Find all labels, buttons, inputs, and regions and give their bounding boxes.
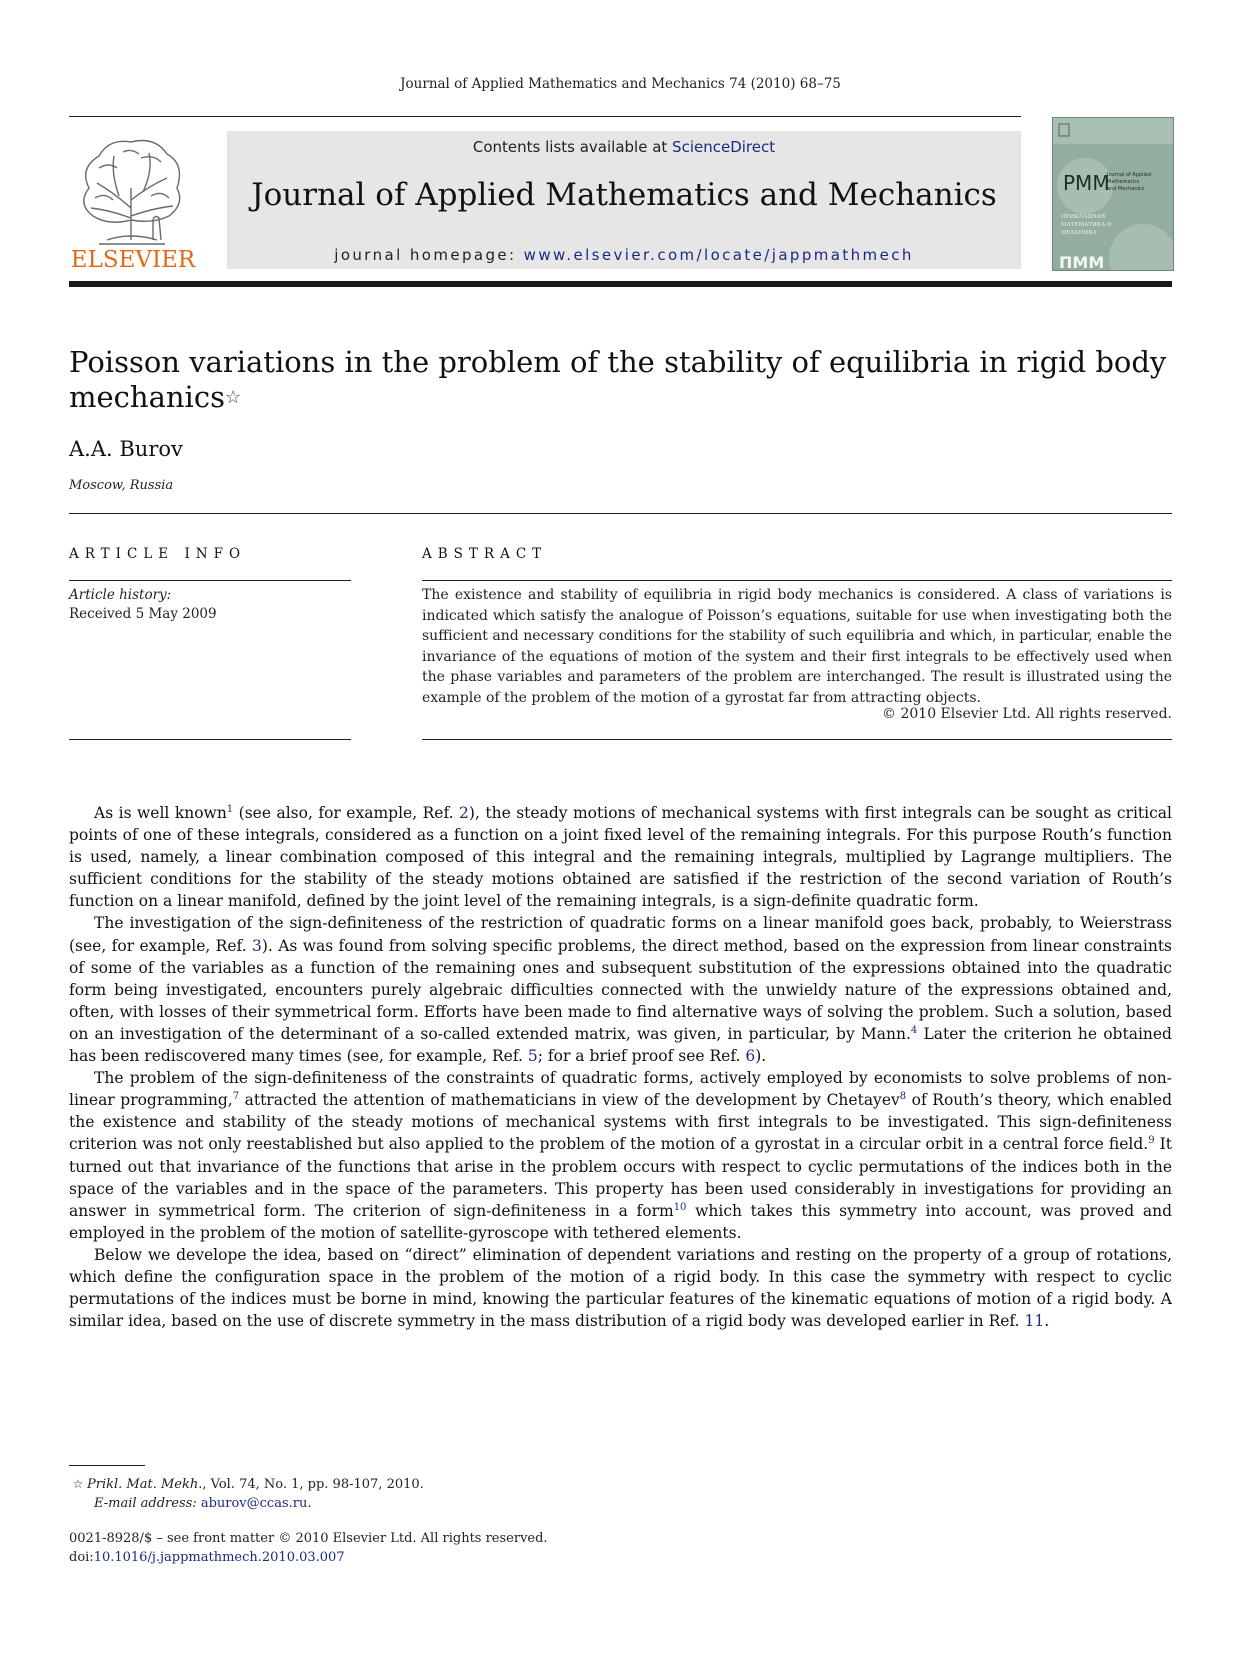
email-label: E-mail address: <box>94 1496 201 1511</box>
cover-bottom-logo: ПММ <box>1059 253 1105 270</box>
text-run: of Routh’s theory, which enabled the existence and stability of the steady motions of mechanical systems with first integrals to be investigated. This sign-definiteness criterion was not only reestablished but also applied to the problem of the motion of a gyrostat in a circular orbit in a central force field. <box>69 1091 1172 1154</box>
body-paragraph-3 <box>69 1067 1172 1244</box>
doi-line <box>69 1548 548 1567</box>
text-run: attracted the attention of mathematicians in view of the development by Chetayev <box>239 1091 900 1110</box>
elsevier-wordmark: ELSEVIER <box>70 247 196 273</box>
text-run: ). <box>755 1047 767 1066</box>
footnote-journal: Prikl. Mat. Mekh. <box>87 1477 203 1492</box>
received-date: Received 5 May 2009 <box>69 606 217 622</box>
doi-link[interactable]: 10.1016/j.jappmathmech.2010.03.007 <box>93 1550 345 1565</box>
email-end: . <box>307 1496 312 1511</box>
body-paragraph-2 <box>69 912 1172 1067</box>
article-info-heading: ARTICLE INFO <box>69 546 247 562</box>
author-name: A.A. Burov <box>69 437 183 461</box>
title-bottom-rule <box>69 513 1172 514</box>
article-title-text: Poisson variations in the problem of the stability of equilibria in rigid body mechanics <box>69 345 1167 414</box>
homepage-prefix: journal homepage: <box>334 246 524 264</box>
article-body <box>69 802 1172 1332</box>
cover-ru-line-1: ПРИКЛАДНАЯ <box>1061 214 1106 220</box>
footnote-email <box>69 1494 424 1513</box>
cover-line-2: Mathematics <box>1107 179 1140 185</box>
article-info-rule <box>69 580 351 581</box>
citation-11[interactable]: 11 <box>1024 1312 1045 1331</box>
abstract-heading: ABSTRACT <box>422 546 548 562</box>
cover-ru-line-2: МАТЕМАТИКА И <box>1061 222 1112 228</box>
journal-banner <box>227 131 1021 269</box>
doi-label: doi: <box>69 1550 94 1565</box>
author-affiliation: Moscow, Russia <box>69 478 174 493</box>
sciencedirect-link[interactable]: ScienceDirect <box>672 138 776 156</box>
text-run: (see also, for example, Ref. <box>233 804 460 822</box>
article-title <box>69 345 1172 415</box>
text-run: Later the criterion he obtained has been rediscovered many times (see, for example, Ref. <box>69 1024 1172 1066</box>
text-run: As is well known <box>94 804 227 822</box>
running-head: Journal of Applied Mathematics and Mechanics 74 (2010) 68–75 <box>400 76 841 92</box>
body-paragraph-1 <box>69 802 1172 912</box>
text-run: which takes this symmetry into account, was proved and employed in the problem of the motion of satellite-gyroscope with tethered elements. <box>69 1201 1172 1242</box>
citation-7[interactable]: 7 <box>232 1091 240 1103</box>
article-history <box>69 586 217 624</box>
issn-line: 0021-8928/$ – see front matter © 2010 Elsevier Ltd. All rights reserved. <box>69 1531 548 1546</box>
text-run: Below we develope the idea, based on “direct” elimination of dependent variations and resting on the property of a group of rotations, which define the configuration space in the problem of the motion of a rigid body. In this case the symmetry with respect to cyclic permutations of the indices must be borne in mind, knowing the particular features of the kinematic equations of motion of a rigid body. A similar idea, based on the use of discrete symmetry in the mass distribution of a rigid body was developed earlier in Ref. <box>69 1245 1172 1331</box>
contents-prefix: Contents lists available at <box>472 138 673 156</box>
footnote-rule <box>69 1465 145 1466</box>
text-run: The problem of the sign-definiteness of the constraints of quadratic forms, actively employed by economists to solve problems of non-linear programming, <box>69 1069 1172 1110</box>
footnote-citation <box>69 1475 424 1494</box>
citation-5[interactable]: 5 <box>527 1047 538 1066</box>
text-run: ; for a brief proof see Ref. <box>537 1047 746 1066</box>
homepage-link[interactable]: www.elsevier.com/locate/jappmathmech <box>523 246 914 264</box>
header-thick-rule <box>69 281 1172 287</box>
citation-9[interactable]: 9 <box>1148 1135 1155 1147</box>
abstract-rule <box>422 580 1172 581</box>
journal-title: Journal of Applied Mathematics and Mechanics <box>251 177 997 213</box>
cover-logo: PMM <box>1063 171 1110 195</box>
header-rule <box>69 116 1021 117</box>
abstract-copyright: © 2010 Elsevier Ltd. All rights reserved. <box>882 706 1172 722</box>
text-run: The investigation of the sign-definiteness of the restriction of quadratic forms on a linear manifold goes back, probably, to Weierstrass (see, for example, Ref. <box>69 914 1172 955</box>
email-link[interactable]: aburov@ccas.ru <box>200 1496 308 1511</box>
article-info-bottom-rule <box>69 739 351 740</box>
contents-line <box>227 138 1021 156</box>
abstract-text: The existence and stability of equilibria in rigid body mechanics is considered. A class of variations is indicated which satisfy the analogue of Poisson’s equations, suitable for use when investigating both the sufficient and necessary conditions for the stability of such equilibria and which, in particular, enable the invariance of the equations of motion of the system and their first integrals to be effectively used when the phase variables and parameters of the problem are interchanged. The result is illustrated using the example of the problem of the motion of a gyrostat far from attracting objects. <box>422 587 1172 706</box>
elsevier-logo <box>69 128 197 274</box>
footnote-citation-text: , Vol. 74, No. 1, pp. 98-107, 2010. <box>202 1477 424 1492</box>
bottom-meta <box>69 1529 548 1567</box>
text-run: ). As was found from solving specific problems, the direct method, based on the expression from linear constraints of some of the variables as a function of the remaining ones and subsequent substitution of the expressions obtained into the quadratic form being investigated, encounters purely algebraic difficulties connected with the unwieldy nature of the expressions obtained and, often, with losses of their symmetrical form. Efforts have been made to find alternative ways of solving the problem. Such a solution, based on an investigation of the determinant of a so-called extended matrix, was given, in particular, by Mann. <box>69 936 1173 1043</box>
journal-cover-image <box>1052 117 1174 271</box>
text-run: ), the steady motions of mechanical systems with first integrals can be sought as critical points of one of these integrals, considered as a function on a joint fixed level of the remaining integrals. For this purpose Routh’s function is used, namely, a linear combination composed of this integral and the remaining integrals, multiplied by Lagrange multipliers. The sufficient conditions for the stability of the steady motions obtained are satisfied if the restriction of the second variation of Routh’s function on a linear manifold, defined by the joint level of the remaining integrals, is a sign-definite quadratic form. <box>69 804 1172 911</box>
citation-2[interactable]: 2 <box>459 804 469 822</box>
cover-line-3: and Mechanics <box>1107 186 1145 192</box>
citation-8[interactable]: 8 <box>899 1091 907 1103</box>
footnote <box>69 1475 424 1513</box>
citation-3[interactable]: 3 <box>252 936 262 955</box>
citation-4[interactable]: 4 <box>910 1024 918 1036</box>
cover-ru-line-3: МЕХАНИКА <box>1061 230 1097 236</box>
text-run: . <box>1044 1312 1050 1331</box>
citation-6[interactable]: 6 <box>745 1047 756 1066</box>
history-label: Article history: <box>69 587 172 603</box>
footnote-star-mark: ☆ <box>72 1477 84 1491</box>
citation-10[interactable]: 10 <box>673 1201 687 1213</box>
text-run: It turned out that invariance of the functions that arise in the problem occurs with respect to cyclic permutations of the indices both in the space of the variables and in the space of the parameters. This property has been used considerably in investigations for providing an answer in symmetrical form. The criterion of sign-definiteness in a form <box>69 1135 1172 1220</box>
journal-homepage <box>227 246 1021 264</box>
abstract-bottom-rule <box>422 739 1172 740</box>
cover-line-1: Journal of Applied <box>1107 172 1152 178</box>
body-paragraph-4 <box>69 1244 1172 1332</box>
citation-1[interactable]: 1 <box>226 803 234 815</box>
title-footnote-mark[interactable]: ☆ <box>224 387 242 408</box>
